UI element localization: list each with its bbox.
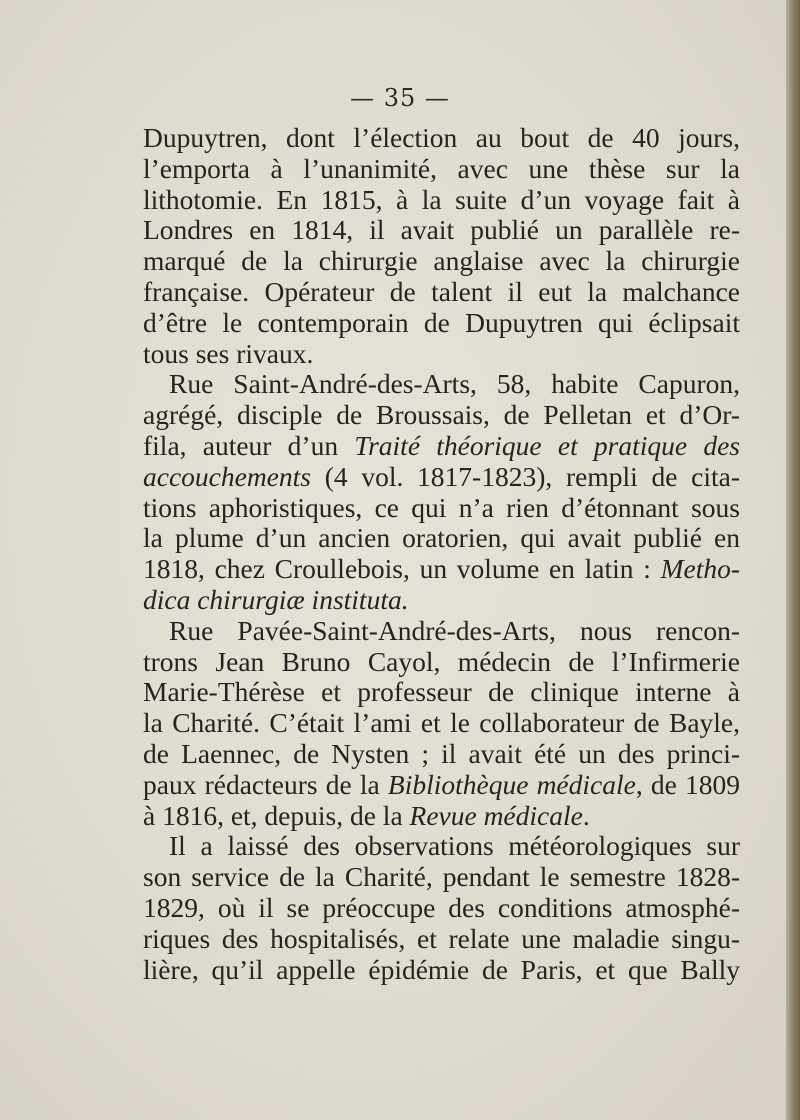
text-line: trons Jean Bruno Cayol, médecin de l’Infirmerie — [143, 645, 740, 677]
text-line: agrégé, disciple de Broussais, de Pelletan et d’Or- — [143, 399, 740, 431]
text-line: Londres en 1814, il avait publié un parallèle re- — [143, 214, 740, 246]
paragraph-start-line: Rue Saint-André-des-Arts, 58, habite Capuron, — [169, 368, 740, 400]
text-line: 1818, chez Croullebois, un volume en latin : Metho- — [143, 553, 740, 585]
italic-title: Traité théorique et pratique des — [354, 429, 740, 461]
text-line: l’emporta à l’unanimité, avec une thèse sur la — [143, 152, 740, 184]
text-line: accouchements (4 vol. 1817-1823), rempli de cita- — [143, 460, 740, 492]
text-line — [143, 585, 740, 616]
italic-title: accouchements — [143, 460, 311, 492]
text-line: la Charité. C’était l’ami et le collaborateur de Bayle, — [143, 707, 740, 739]
page-edge — [786, 0, 800, 1120]
text-line: 1829, où il se préoccupe des conditions atmosphé- — [143, 891, 740, 923]
text-line: à 1816, et, depuis, de la Revue médicale. — [143, 799, 590, 831]
text-line: française. Opérateur de talent il eut la malchance — [143, 275, 740, 307]
body-text — [143, 123, 740, 985]
text-line: fila, auteur d’un Traité théorique et pratique des — [143, 429, 740, 461]
text-line: Dupuytren, dont l’élection au bout de 40 jours, — [143, 122, 740, 153]
text-line: d’être le contemporain de Dupuytren qui éclipsait — [143, 306, 740, 338]
text-line: paux rédacteurs de la Bibliothèque médicale, de 1809 — [143, 768, 740, 800]
text-line: tions aphoristiques, ce qui n’a rien d’étonnant sous — [143, 491, 740, 523]
text-line: marqué de la chirurgie anglaise avec la chirurgie — [143, 245, 740, 277]
italic-title: Revue médicale — [409, 799, 583, 831]
italic-title: Bibliothèque médicale — [387, 768, 636, 800]
italic-title: Metho- — [660, 553, 740, 585]
paragraph-start-line: Rue Pavée-Saint-André-des-Arts, nous rencon- — [169, 614, 740, 646]
text-line: Marie-Thérèse et professeur de clinique interne à — [143, 676, 740, 708]
text-line: riques des hospitalisés, et relate une maladie singu- — [143, 922, 740, 954]
text-line: lière, qu’il appelle épidémie de Paris, et que Bally — [143, 953, 740, 985]
text-line: la plume d’un ancien oratorien, qui avait publié en — [143, 522, 740, 554]
text-line: son service de la Charité, pendant le semestre 1828- — [143, 861, 740, 893]
italic-title: dica chirurgiæ instituta. — [143, 583, 409, 615]
text-line: lithotomie. En 1815, à la suite d’un voyage fait à — [143, 183, 740, 215]
text-line: tous ses rivaux. — [143, 337, 314, 369]
text-line: de Laennec, de Nysten ; il avait été un des princi- — [143, 737, 740, 769]
paragraph-start-line: Il a laissé des observations météorologiques sur — [169, 830, 740, 862]
page-number: — 35 — — [350, 84, 450, 112]
